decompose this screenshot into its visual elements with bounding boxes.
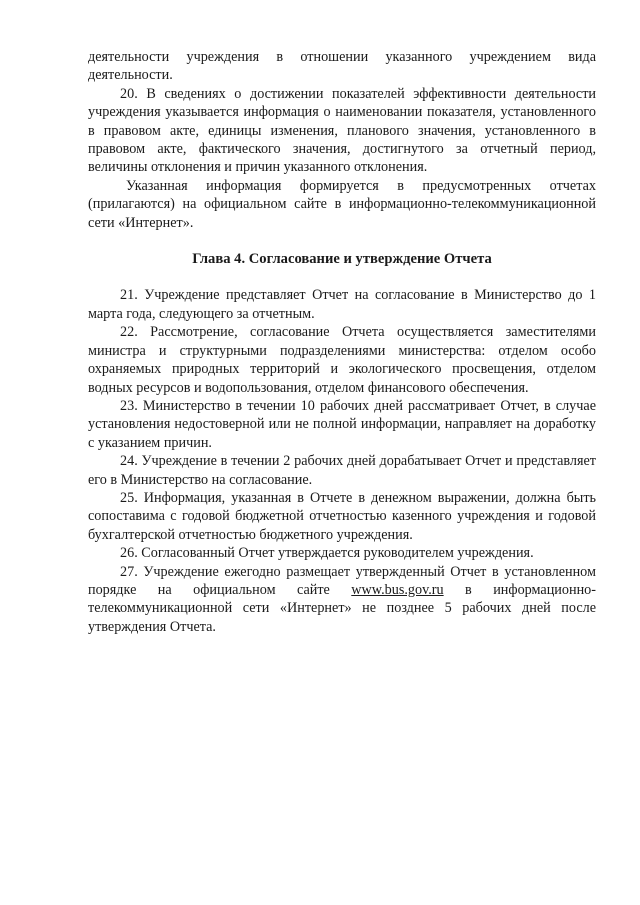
document-page [88, 48, 596, 636]
paragraph-26: 26. Согласованный Отчет утверждается руководителем учреждения. [120, 545, 534, 562]
paragraph-continuation: деятельности учреждения в отношении указанного учреждением вида деятельности. [88, 49, 596, 84]
paragraph-22: 22. Рассмотрение, согласование Отчета осуществляется заместителями министра и структурными подразделениями министерства: отделом особо охраняемых природных территорий и экологического просвещения, отделом водных ресурсов и водопользования, отделом финансового обеспечения. [88, 324, 596, 396]
paragraph-23: 23. Министерство в течении 10 рабочих дней рассматривает Отчет, в случае установления недостоверной или не полной информации, направляет на доработку с указанием причин. [88, 397, 596, 451]
paragraph-27-start: 27. Учреждение ежегодно размещает утвержденный Отчет в установленном порядке на официальном сайте [88, 563, 596, 598]
paragraph-24: 24. Учреждение в течении 2 рабочих дней дорабатывает Отчет и представляет его в Министерство на согласование. [88, 453, 596, 488]
bus-gov-link[interactable]: www.bus.gov.ru [351, 581, 444, 598]
chapter-title: Глава 4. Согласование и утверждение Отчета [192, 251, 492, 268]
paragraph-27-end: в информационно-телекоммуникационной сети «Интернет» не позднее 5 рабочих дней после утверждения Отчета. [88, 581, 596, 635]
paragraph-21: 21. Учреждение представляет Отчет на согласование в Министерство до 1 марта года, следующего за отчетным. [88, 287, 596, 322]
paragraph-20-note: Указанная информация формируется в предусмотренных отчетах (прилагаются) на официальном сайте в информационно-телекоммуникационной сети «Интернет». [88, 177, 596, 231]
paragraph-27 [88, 563, 596, 637]
paragraph-20: 20. В сведениях о достижении показателей эффективности деятельности учреждения указывается информация о наименовании показателя, установленного в правовом акте, единицы изменения, планового значения, установленного в правовом акте, фактического значения, достигнутого за отчетный период, величины отклонения и причин указанного отклонения. [88, 85, 596, 176]
paragraph-25: 25. Информация, указанная в Отчете в денежном выражении, должна быть сопоставима с годовой бюджетной отчетностью казенного учреждения и годовой бухгалтерской отчетностью бюджетного учреждения. [88, 489, 596, 543]
